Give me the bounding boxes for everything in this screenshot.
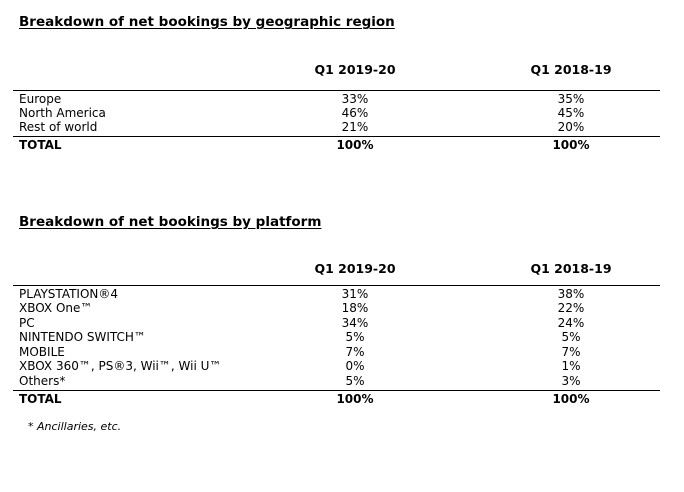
table-row (19, 301, 660, 316)
table-row (19, 92, 660, 107)
row-label: XBOX One™ (19, 301, 93, 315)
row-label: PLAYSTATION®4 (19, 287, 119, 301)
geo-col-header-q1-2018-19: Q1 2018-19 (530, 62, 612, 77)
total-row (19, 392, 660, 407)
row-value-q1-2018-19: 7% (561, 345, 581, 359)
row-value-q1-2019-20: 7% (345, 345, 365, 359)
row-value-q1-2018-19: 5% (561, 330, 581, 344)
geo-section-title: Breakdown of net bookings by geographic region (19, 14, 395, 30)
geo-col-header-q1-2019-20: Q1 2019-20 (314, 62, 396, 77)
row-label: Others* (19, 374, 66, 388)
row-label: MOBILE (19, 345, 65, 359)
table-row (19, 374, 660, 389)
row-value-q1-2019-20: 33% (341, 92, 369, 106)
table-row (19, 359, 660, 374)
total-value-q1-2018-19: 100% (552, 392, 590, 406)
footnote: * Ancillaries, etc. (28, 420, 122, 433)
table-row (19, 345, 660, 360)
platform-header-rule (13, 285, 660, 286)
row-value-q1-2019-20: 5% (345, 374, 365, 388)
total-value-q1-2019-20: 100% (336, 392, 374, 406)
total-value-q1-2019-20: 100% (336, 138, 374, 152)
table-row (19, 106, 660, 121)
row-value-q1-2018-19: 22% (557, 301, 585, 315)
row-value-q1-2018-19: 35% (557, 92, 585, 106)
row-label: North America (19, 106, 106, 120)
row-value-q1-2018-19: 1% (561, 359, 581, 373)
total-value-q1-2018-19: 100% (552, 138, 590, 152)
row-label: Rest of world (19, 120, 98, 134)
row-value-q1-2019-20: 31% (341, 287, 369, 301)
row-value-q1-2018-19: 24% (557, 316, 585, 330)
row-label: PC (19, 316, 35, 330)
total-label: TOTAL (19, 138, 62, 152)
table-row (19, 330, 660, 345)
row-value-q1-2019-20: 0% (345, 359, 365, 373)
row-value-q1-2019-20: 21% (341, 120, 369, 134)
row-value-q1-2018-19: 20% (557, 120, 585, 134)
platform-total-rule (13, 390, 660, 391)
platform-section-title: Breakdown of net bookings by platform (19, 214, 322, 230)
table-row (19, 316, 660, 331)
row-label: Europe (19, 92, 62, 106)
geo-total-rule (13, 136, 660, 137)
row-value-q1-2018-19: 45% (557, 106, 585, 120)
geo-header-rule (13, 90, 660, 91)
total-row (19, 138, 660, 153)
row-label: XBOX 360™, PS®3, Wii™, Wii U™ (19, 359, 222, 373)
row-label: NINTENDO SWITCH™ (19, 330, 146, 344)
row-value-q1-2019-20: 34% (341, 316, 369, 330)
platform-col-header-q1-2018-19: Q1 2018-19 (530, 261, 612, 276)
row-value-q1-2019-20: 5% (345, 330, 365, 344)
total-label: TOTAL (19, 392, 62, 406)
table-row (19, 287, 660, 302)
row-value-q1-2019-20: 18% (341, 301, 369, 315)
row-value-q1-2019-20: 46% (341, 106, 369, 120)
row-value-q1-2018-19: 3% (561, 374, 581, 388)
table-row (19, 120, 660, 135)
platform-col-header-q1-2019-20: Q1 2019-20 (314, 261, 396, 276)
row-value-q1-2018-19: 38% (557, 287, 585, 301)
